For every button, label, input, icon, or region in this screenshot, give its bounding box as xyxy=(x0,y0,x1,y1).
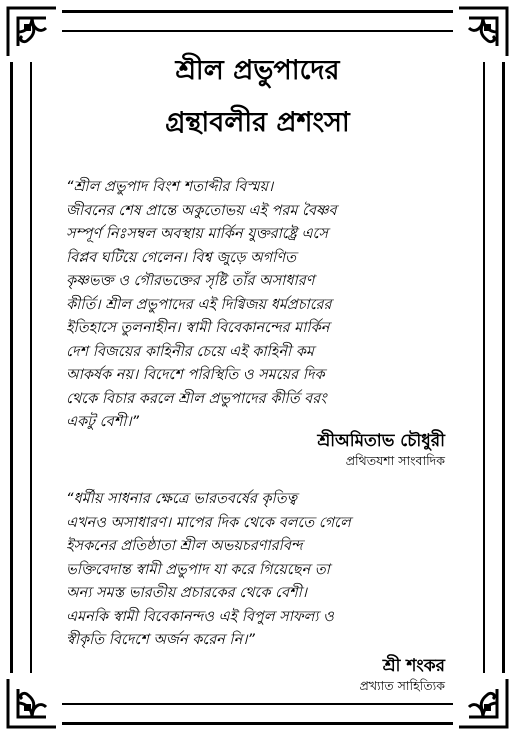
quote-line: কীর্তি। শ্রীল প্রভুপাদের এই দিগ্বিজয় ধর্মপ্রচারের xyxy=(66,296,332,313)
corner-ornament-icon-bottom-left xyxy=(2,673,62,733)
quote-line: থেকে বিচার করলে শ্রীল প্রভুপাদের কীর্তি বরং xyxy=(66,390,327,407)
testimonial-attribution-1 xyxy=(317,430,445,470)
quote-line: এখনও অসাধারণ। মাপের দিক থেকে বলতে গেলে xyxy=(66,514,351,531)
quote-line: এমনকি স্বামী বিবেকানন্দও এই বিপুল সাফল্য ও xyxy=(66,608,334,625)
quote-line: ইসকনের প্রতিষ্ঠাতা শ্রীল অভয়চরণারবিন্দ xyxy=(66,538,303,554)
quote-line: একটু বেশী।” xyxy=(66,414,140,430)
quote-line: কৃষ্ণভক্ত ও গৌরভক্তের সৃষ্টি তাঁর অসাধারণ xyxy=(66,273,315,289)
author-role: প্রথিতযশা সাংবাদিক xyxy=(345,453,445,468)
quote-line: স্বীকৃতি বিদেশে অর্জন করেন নি।” xyxy=(66,632,255,648)
corner-ornament-icon-top-right xyxy=(453,2,513,62)
quote-line: আকর্ষক নয়। বিদেশে পরিস্থিতি ও সময়ের দিক xyxy=(66,367,325,383)
testimonial-quote-1 xyxy=(66,176,452,435)
testimonial-attribution-2 xyxy=(360,655,446,695)
corner-ornament-icon-bottom-right xyxy=(453,673,513,733)
testimonial-quote-2 xyxy=(66,488,452,653)
quote-line: সম্পূর্ণ নিঃসম্বল অবস্থায় মার্কিন যুক্তরাষ্ট্রে এসে xyxy=(66,226,328,242)
page-title-line-1: শ্রীল প্রভুপাদের xyxy=(175,55,340,86)
corner-ornament-icon-top-left xyxy=(2,2,62,62)
quote-line: “শ্রীল প্রভুপাদ বিংশ শতাব্দীর বিস্ময়। xyxy=(66,179,274,195)
quote-line: দেশ বিজয়ের কাহিনীর চেয়ে এই কাহিনী কম xyxy=(66,343,314,360)
author-name: শ্রীঅমিতাভ চৌধুরী xyxy=(317,431,445,451)
quote-line: বিপ্লব ঘটিয়ে গেলেন। বিশ্ব জুড়ে অগণিত xyxy=(66,249,296,266)
author-role: প্রখ্যাত সাহিত্যিক xyxy=(359,678,445,693)
quote-line: “ধর্মীয় সাধনার ক্ষেত্রে ভারতবর্ষের কৃতিত্ব xyxy=(66,491,297,507)
quote-line: অন্য সমস্ত ভারতীয় প্রচারকের থেকে বেশী। xyxy=(66,585,307,601)
page-title-line-2: গ্রন্থাবলীর প্রশংসা xyxy=(165,107,350,138)
quote-line: ভক্তিবেদান্ত স্বামী প্রভুপাদ যা করে গিয়েছেন তা xyxy=(66,561,330,578)
quote-line: ইতিহাসে তুলনাহীন। স্বামী বিবেকানন্দের মার্কিন xyxy=(66,320,330,336)
author-name: শ্রী শংকর xyxy=(382,656,445,676)
quote-line: জীবনের শেষ প্রান্তে অকুতোভয় এই পরম বৈষ্ণব xyxy=(66,202,337,219)
